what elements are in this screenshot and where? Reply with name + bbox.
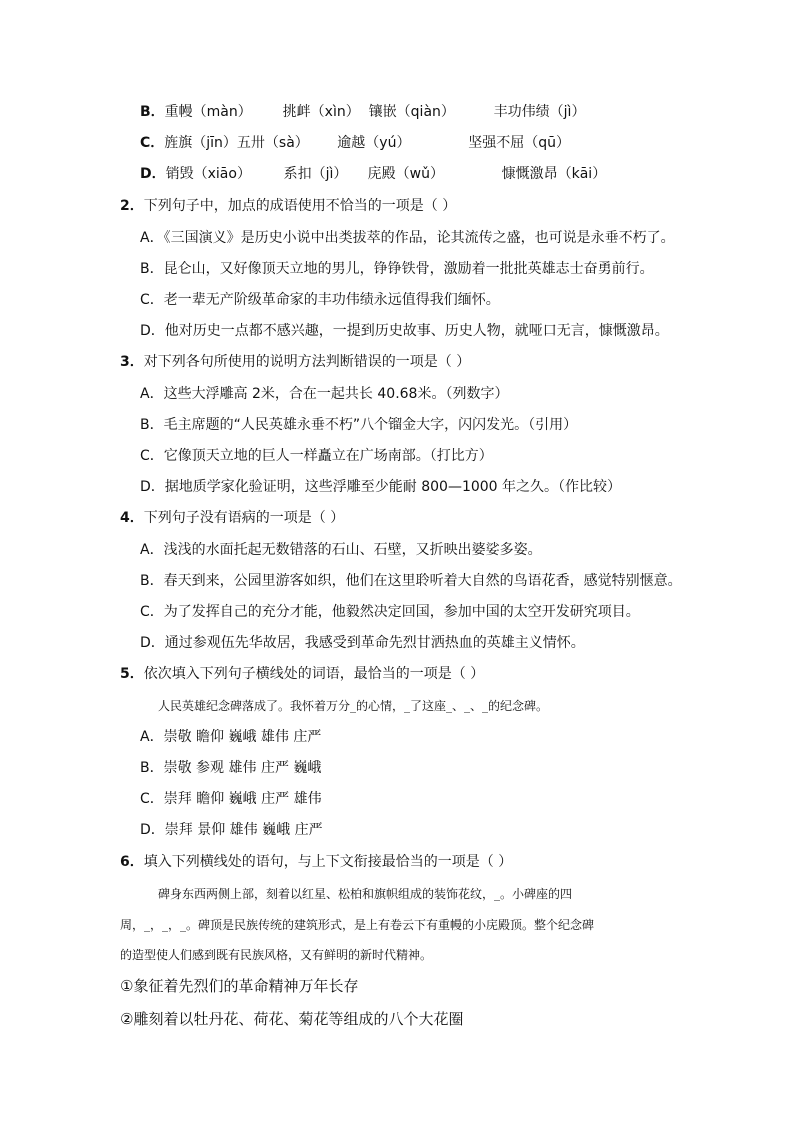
question-text: 对下列各句所使用的说明方法判断错误的一项是（ ） bbox=[143, 354, 471, 370]
q4-option-b: B．春天到来，公园里游客如织，他们在这里聆听着大自然的鸟语花香，感觉特别惬意。 bbox=[140, 573, 682, 589]
q5-option-b: B．崇敬 参观 雄伟 庄严 巍峨 bbox=[140, 760, 322, 776]
option-word: 坚强不屈（qū） bbox=[468, 135, 571, 151]
q1-option-c bbox=[140, 134, 570, 152]
q5-stem bbox=[120, 665, 484, 683]
q6-item: ①象征着先烈们的革命精神万年长存 bbox=[120, 977, 359, 995]
option-letter: B． bbox=[140, 104, 165, 120]
q6-passage-line: 碑身东西两侧上部，刻着以红星、松柏和旗帜组成的装饰花纹，_。小碑座的四 bbox=[158, 887, 573, 901]
q3-option-c: C．它像顶天立地的巨人一样矗立在广场南部。（打比方） bbox=[140, 448, 493, 464]
option-word: 挑衅（xìn） bbox=[282, 104, 360, 120]
option-letter: C． bbox=[140, 135, 165, 151]
option-word: 旌旗（jīn）五卅（sà） bbox=[164, 135, 309, 151]
q5-option-a: A．崇敬 瞻仰 巍峨 雄伟 庄严 bbox=[140, 729, 322, 745]
question-number: 4． bbox=[120, 510, 144, 526]
option-word: 系扣（jì） bbox=[283, 166, 348, 182]
q6-passage-line: 的造型使人们感到既有民族风格，又有鲜明的新时代精神。 bbox=[120, 948, 433, 962]
q1-option-b bbox=[140, 103, 585, 121]
option-word: 镶嵌（qiàn） bbox=[368, 104, 455, 120]
q6-passage-line: 周，_，_，_。碑顶是民族传统的建筑形式，是上有卷云下有重幔的小庑殿顶。整个纪念碑 bbox=[120, 918, 595, 932]
q2-option-d: D．他对历史一点都不感兴趣，一提到历史故事、历史人物，就哑口无言，慷慨激昂。 bbox=[140, 323, 669, 339]
q1-option-d bbox=[140, 165, 606, 183]
q2-option-b: B．昆仑山，又好像顶天立地的男儿，铮铮铁骨，激励着一批批英雄志士奋勇前行。 bbox=[140, 261, 654, 277]
q4-option-d: D．通过参观伍先华故居，我感受到革命先烈甘洒热血的英雄主义情怀。 bbox=[140, 635, 585, 651]
q5-option-d: D．崇拜 景仰 雄伟 巍峨 庄严 bbox=[140, 822, 323, 838]
option-word: 逾越（yú） bbox=[337, 135, 411, 151]
question-text: 填入下列横线处的语句，与上下文衔接最恰当的一项是（ ） bbox=[143, 854, 513, 870]
q3-option-b: B．毛主席题的“人民英雄永垂不朽”八个镏金大字，闪闪发光。（引用） bbox=[140, 417, 578, 433]
q5-passage: 人民英雄纪念碑落成了。我怀着万分_的心情，_了这座_、_、_的纪念碑。 bbox=[158, 699, 549, 713]
q3-option-d: D．据地质学家化验证明，这些浮雕至少能耐 800—1000 年之久。（作比较） bbox=[140, 479, 622, 495]
q3-option-a: A．这些大浮雕高 2米，合在一起共长 40.68米。（列数字） bbox=[140, 386, 509, 402]
option-word: 慷慨激昂（kāi） bbox=[501, 166, 607, 182]
option-word: 丰功伟绩（jì） bbox=[493, 104, 586, 120]
question-number: 3． bbox=[120, 354, 144, 370]
q4-option-c: C．为了发挥自己的充分才能，他毅然决定回国，参加中国的太空开发研究项目。 bbox=[140, 604, 640, 620]
q2-stem bbox=[120, 197, 456, 215]
q3-stem bbox=[120, 353, 470, 371]
option-word: 重幔（màn） bbox=[164, 104, 252, 120]
question-number: 2． bbox=[120, 198, 144, 214]
q4-stem bbox=[120, 509, 344, 527]
option-letter: D． bbox=[140, 166, 166, 182]
question-text: 下列句子没有语病的一项是（ ） bbox=[143, 510, 345, 526]
q6-item: ②雕刻着以牡丹花、荷花、菊花等组成的八个大花圈 bbox=[120, 1010, 464, 1028]
q5-option-c: C．崇拜 瞻仰 巍峨 庄严 雄伟 bbox=[140, 791, 322, 807]
q4-option-a: A．浅浅的水面托起无数错落的石山、石壁，又折映出婆娑多姿。 bbox=[140, 542, 542, 558]
option-word: 销毁（xiāo） bbox=[165, 166, 251, 182]
question-number: 5． bbox=[120, 666, 144, 682]
question-text: 下列句子中，加点的成语使用不恰当的一项是（ ） bbox=[143, 198, 457, 214]
option-word: 庑殿（wǔ） bbox=[367, 166, 444, 182]
q6-stem bbox=[120, 853, 512, 871]
question-text: 依次填入下列句子横线处的词语，最恰当的一项是（ ） bbox=[143, 666, 485, 682]
question-number: 6． bbox=[120, 854, 144, 870]
q2-option-a: A．《三国演义》是历史小说中出类拔萃的作品，论其流传之盛，也可说是永垂不朽了。 bbox=[140, 230, 675, 246]
q2-option-c: C．老一辈无产阶级革命家的丰功伟绩永远值得我们缅怀。 bbox=[140, 292, 500, 308]
